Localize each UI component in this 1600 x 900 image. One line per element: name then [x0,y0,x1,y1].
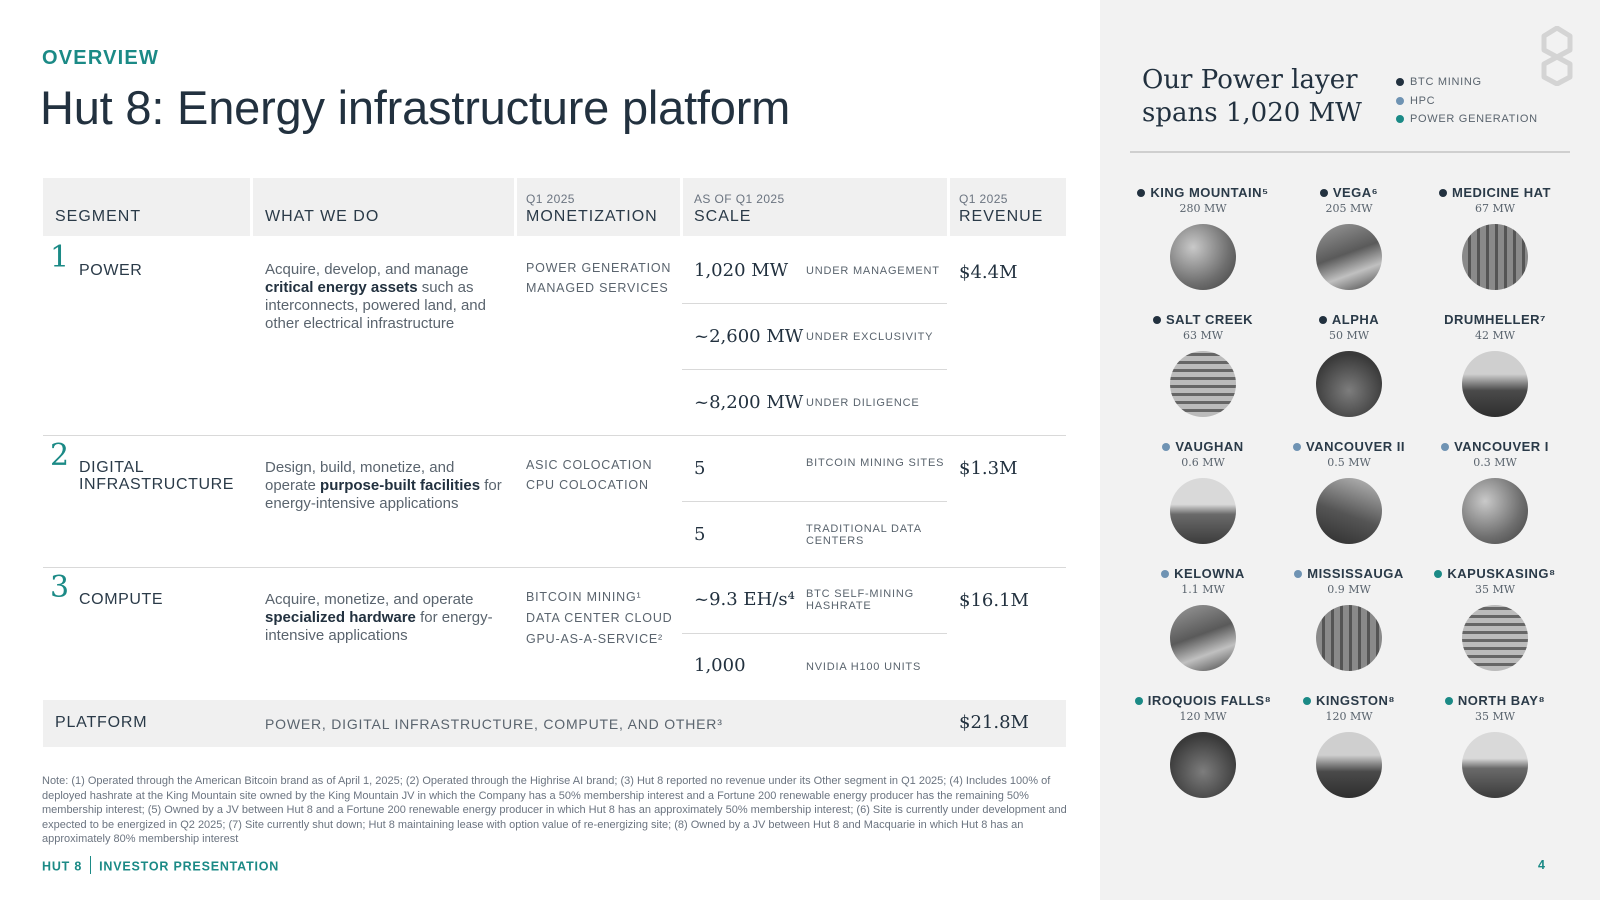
segment-name: POWER [79,262,143,279]
site-type-dot-icon [1319,316,1327,324]
scale-label: UNDER DILIGENCE [806,397,920,409]
site-capacity: 1.1 MW [1181,583,1225,596]
col-header-monetization: MONETIZATION [526,208,658,225]
segment-description: Acquire, develop, and manage critical energy assets such as interconnects, powered land, and other electrical infrastructure [265,261,486,332]
monetization-item: DATA CENTER CLOUD [526,611,673,625]
site-capacity: 50 MW [1328,329,1370,342]
scale-label: UNDER EXCLUSIVITY [806,331,934,343]
site-name: IROQUOIS FALLS⁸ [1130,693,1276,708]
site-card [1422,693,1568,798]
site-type-dot-icon [1161,570,1169,578]
site-name: MISSISSAUGA [1276,566,1422,581]
monetization-item: POWER GENERATION [526,261,672,275]
segment-name: DIGITAL INFRASTRUCTURE [79,459,235,493]
scale-value: ~8,200 MW [694,392,804,413]
site-photo [1462,224,1528,290]
site-name: MEDICINE HAT [1422,185,1568,200]
site-card [1422,566,1568,671]
legend-item: BTC MINING [1396,73,1538,92]
site-photo [1462,351,1528,417]
site-name: KING MOUNTAIN⁵ [1130,185,1276,200]
site-photo [1170,605,1236,671]
site-name: KAPUSKASING⁸ [1422,566,1568,581]
site-photo [1316,351,1382,417]
site-type-dot-icon [1445,697,1453,705]
site-type-dot-icon [1135,697,1143,705]
legend [1396,73,1538,129]
scale-label: UNDER MANAGEMENT [806,265,940,277]
site-capacity: 0.6 MW [1181,456,1225,469]
site-name: KINGSTON⁸ [1276,693,1422,708]
footer-brand: HUT 8 [42,859,83,874]
col-subheader-revenue: Q1 2025 [959,192,1008,206]
site-photo [1462,605,1528,671]
legend-dot-icon [1396,115,1404,123]
footer-section: INVESTOR PRESENTATION [99,859,280,874]
site-type-dot-icon [1439,189,1447,197]
scale-label: BTC SELF-MINING HASHRATE [806,588,914,612]
col-header-what: WHAT WE DO [265,208,380,225]
col-header-scale: SCALE [694,208,752,225]
platform-description: POWER, DIGITAL INFRASTRUCTURE, COMPUTE, AND OTHER³ [265,716,723,732]
segment-description: Design, build, monetize, and operate purpose-built facilities for energy-intensive applications [265,459,502,512]
site-photo [1316,605,1382,671]
scale-label: TRADITIONAL DATA CENTERS [806,523,922,547]
site-name: NORTH BAY⁸ [1422,693,1568,708]
site-type-dot-icon [1293,443,1301,451]
scale-value: 5 [694,524,706,545]
segment-number: 1 [50,240,70,275]
site-capacity: 0.5 MW [1327,456,1371,469]
legend-item: POWER GENERATION [1396,110,1538,129]
site-type-dot-icon [1441,443,1449,451]
site-capacity: 67 MW [1474,202,1516,215]
site-name: ALPHA [1276,312,1422,327]
segment-description: Acquire, monetize, and operate specialized hardware for energy-intensive applications [265,591,493,644]
site-capacity: 205 MW [1325,202,1373,215]
page-number: 4 [1538,858,1545,872]
scale-value: 1,020 MW [694,260,789,281]
hut8-logo-icon [1540,26,1574,86]
site-photo [1170,224,1236,290]
segment-number: 2 [50,438,70,473]
site-card [1422,312,1568,417]
segment-number: 3 [50,570,70,605]
site-name: KELOWNA [1130,566,1276,581]
site-card [1130,312,1276,417]
panel-divider [1130,151,1570,153]
site-capacity: 0.3 MW [1473,456,1517,469]
platform-row [43,700,1066,747]
monetization-item: CPU COLOCATION [526,478,649,492]
site-capacity: 63 MW [1182,329,1224,342]
site-type-dot-icon [1320,189,1328,197]
site-capacity: 0.9 MW [1327,583,1371,596]
site-card [1276,693,1422,798]
platform-revenue: $21.8M [959,712,1029,733]
segment-name: COMPUTE [79,591,164,608]
footnotes: Note: (1) Operated through the American Bitcoin brand as of April 1, 2025; (2) Operated through the Highrise AI brand; (3) Hut 8 reported no revenue under its Other segment in Q1 2025; (4) Includes 100% of deployed hashrate at the King Mountain site owned by the King Mountain JV in which the Company has a 50% membership interest and a Fortune 200 renewable energy producer has the remaining 50% membership interest; (5) Owned by a JV between Hut 8 and a Fortune 200 renewable energy producer in which Hut 8 has an approximately 50% membership interest; (6) Site is currently under development and expected to be energized in Q2 2025; (7) Site currently shut down; Hut 8 maintaining lease with option value of re-energizing site; (8) Owned by a JV between Hut 8 and Macquarie in which Hut 8 has an approximately 80% membership interest [42,775,1067,845]
site-type-dot-icon [1303,697,1311,705]
power-panel [1100,0,1600,900]
site-photo [1170,351,1236,417]
section-eyebrow: OVERVIEW [42,47,160,69]
monetization-list [526,258,671,298]
monetization-item: ASIC COLOCATION [526,458,653,472]
monetization-list [526,455,652,495]
site-name: VAUGHAN [1130,439,1276,454]
site-card [1422,439,1568,544]
site-card [1130,566,1276,671]
site-capacity: 35 MW [1474,583,1516,596]
site-capacity: 120 MW [1325,710,1373,723]
monetization-item: GPU-AS-A-SERVICE² [526,632,664,646]
scale-value: 1,000 [694,655,746,676]
platform-label: PLATFORM [55,714,148,731]
site-card [1276,312,1422,417]
panel-title: Our Power layer spans 1,020 MW [1142,65,1362,128]
col-header-segment: SEGMENT [55,208,142,225]
site-capacity: 280 MW [1179,202,1227,215]
col-subheader-scale: AS OF Q1 2025 [694,192,785,206]
revenue-value: $4.4M [959,262,1018,283]
site-card [1130,693,1276,798]
site-card [1276,566,1422,671]
site-capacity: 42 MW [1474,329,1516,342]
legend-dot-icon [1396,78,1404,86]
revenue-value: $16.1M [959,590,1029,611]
site-name: DRUMHELLER⁷ [1444,312,1546,327]
monetization-item: BITCOIN MINING¹ [526,590,642,604]
site-card [1422,185,1568,290]
table-header [43,178,1066,236]
scale-value: 5 [694,458,706,479]
monetization-item: MANAGED SERVICES [526,281,669,295]
site-card [1130,185,1276,290]
site-name: VANCOUVER I [1422,439,1568,454]
footer [42,858,279,876]
scale-label: BITCOIN MINING SITES [806,457,945,469]
scale-label: NVIDIA H100 UNITS [806,661,922,673]
site-type-dot-icon [1434,570,1442,578]
site-name: VANCOUVER II [1276,439,1422,454]
site-card [1276,439,1422,544]
site-capacity: 120 MW [1179,710,1227,723]
page-title: Hut 8: Energy infrastructure platform [40,81,791,134]
site-photo [1462,732,1528,798]
monetization-list [526,587,673,650]
site-card [1276,185,1422,290]
site-photo [1170,732,1236,798]
site-photo [1170,478,1236,544]
col-subheader-monetization: Q1 2025 [526,192,575,206]
site-name: VEGA⁶ [1276,185,1422,200]
revenue-value: $1.3M [959,458,1018,479]
col-header-revenue: REVENUE [959,208,1044,225]
site-photo [1316,732,1382,798]
scale-value: ~9.3 EH/s⁴ [694,589,795,610]
site-card [1130,439,1276,544]
site-type-dot-icon [1137,189,1145,197]
site-name: SALT CREEK [1130,312,1276,327]
site-capacity: 35 MW [1474,710,1516,723]
scale-value: ~2,600 MW [694,326,804,347]
site-photo [1316,478,1382,544]
legend-dot-icon [1396,97,1404,105]
site-photo [1462,478,1528,544]
site-type-dot-icon [1162,443,1170,451]
site-type-dot-icon [1294,570,1302,578]
legend-item: HPC [1396,92,1538,111]
site-photo [1316,224,1382,290]
site-type-dot-icon [1153,316,1161,324]
